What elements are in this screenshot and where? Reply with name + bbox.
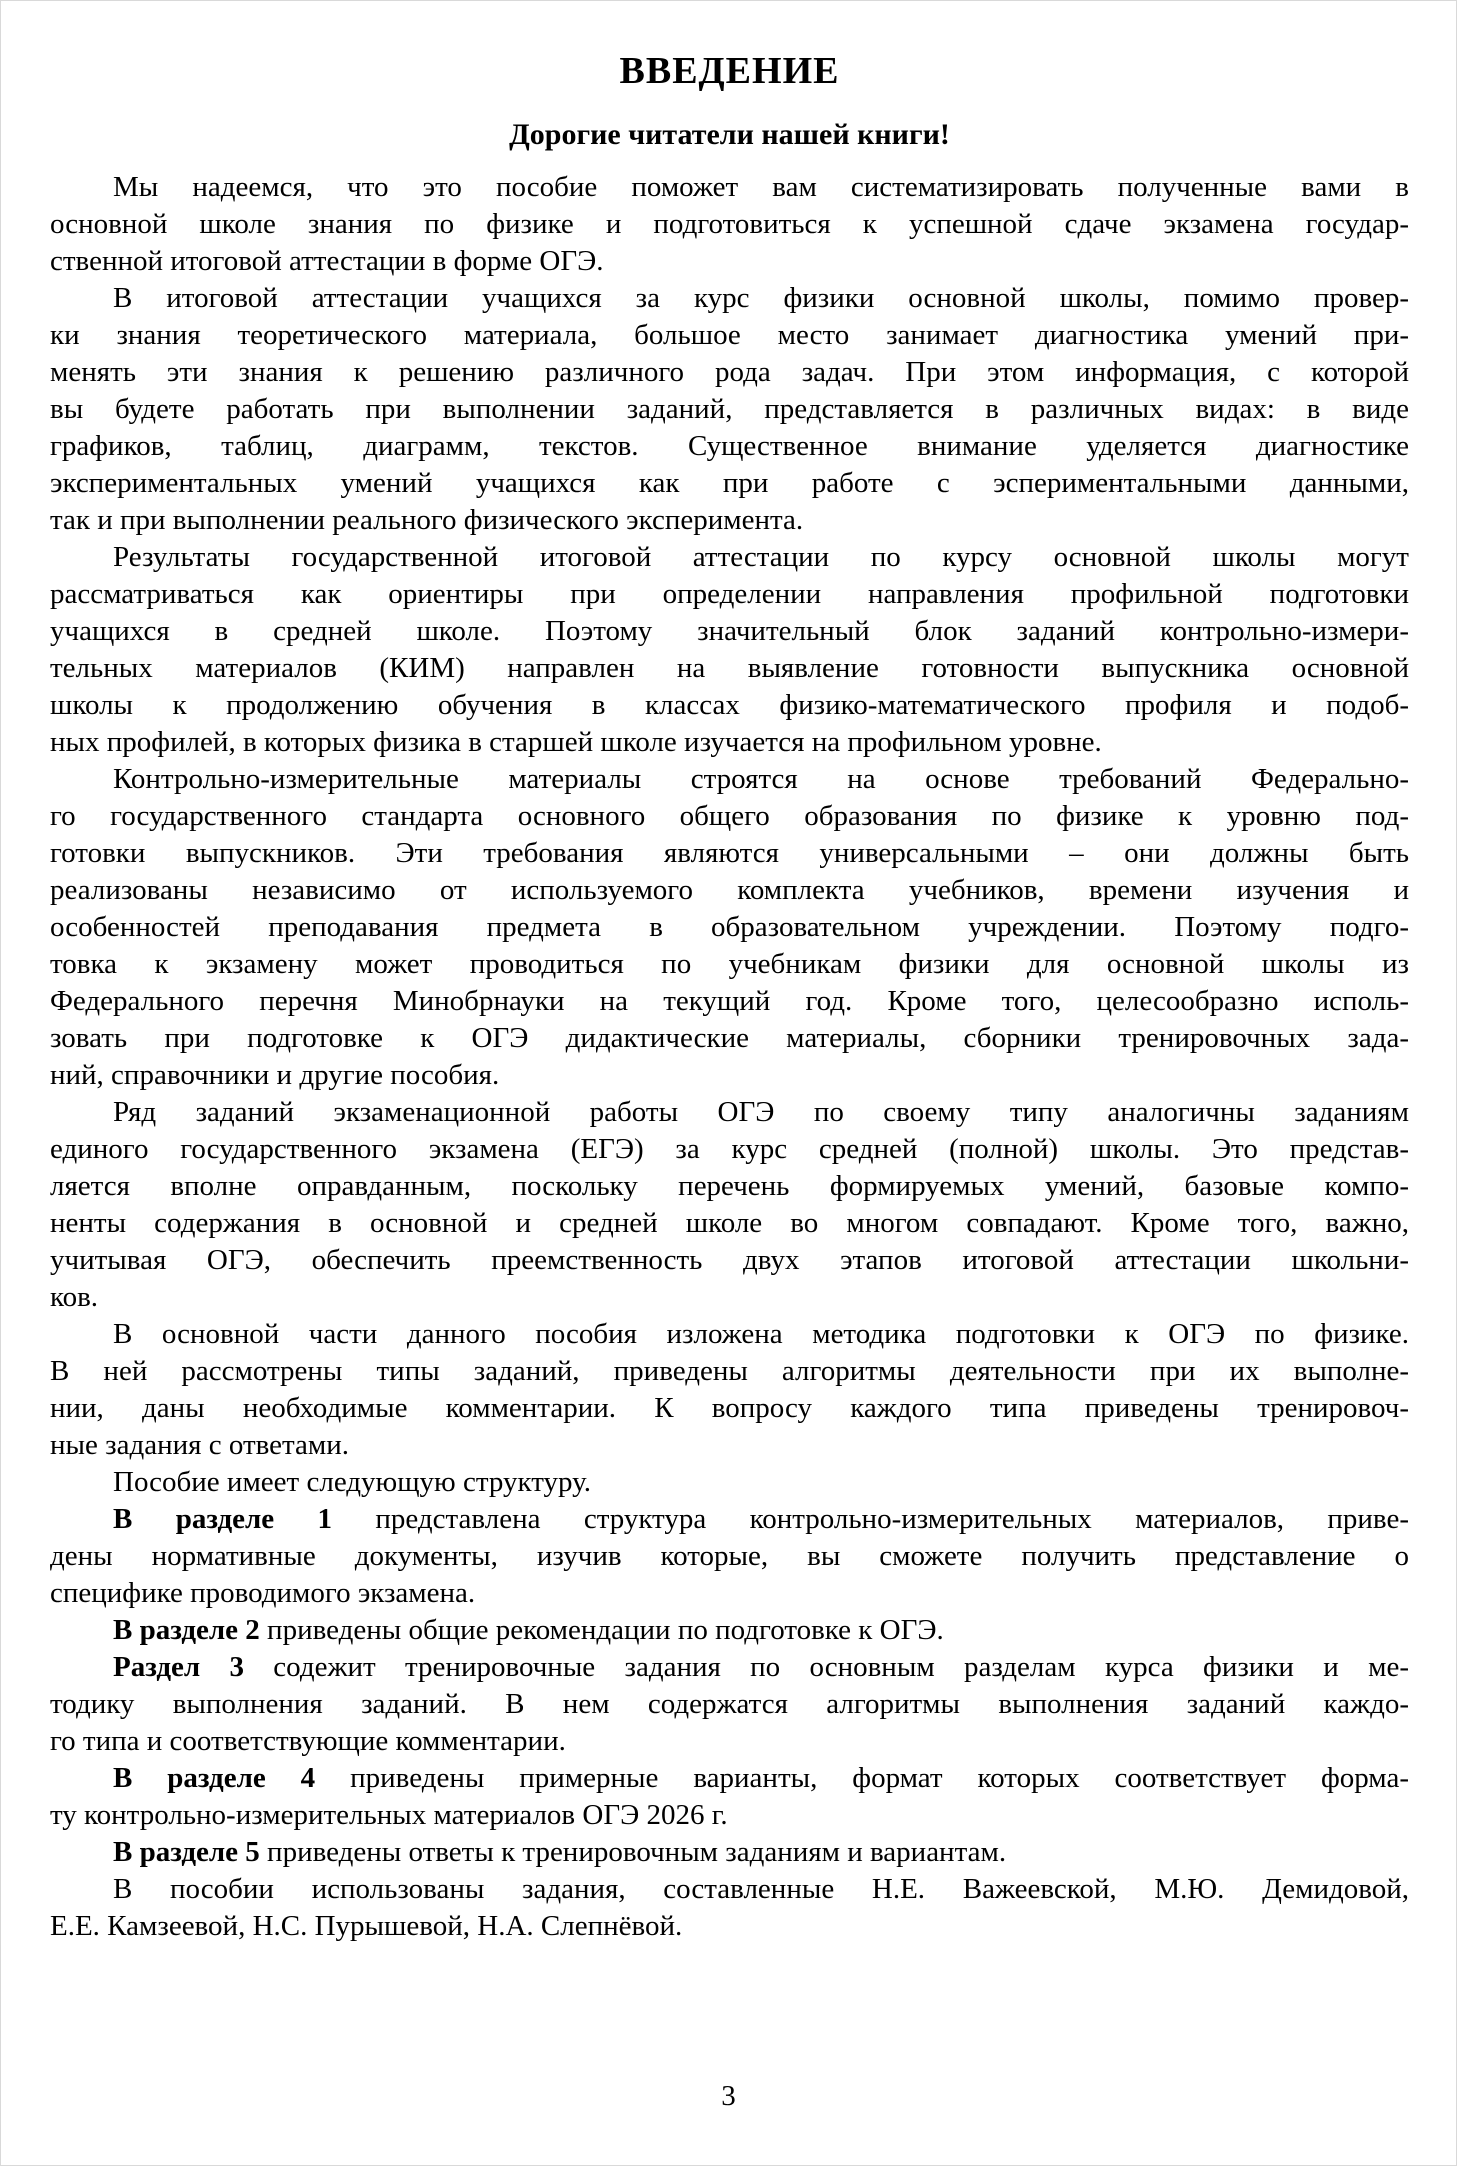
- text-line: дены нормативные документы, изучив которые, вы сможете получить представление о: [50, 1540, 1409, 1572]
- text-line: специфике проводимого экзамена.: [50, 1577, 476, 1609]
- text-line: Федерального перечня Минобрнауки на текущий год. Кроме того, целесообразно исполь-: [50, 985, 1409, 1017]
- text-line: готовки выпускников. Эти требования являются универсальными – они должны быть: [50, 837, 1409, 869]
- text-line: Результаты государственной итоговой аттестации по курсу основной школы могут: [113, 541, 1409, 573]
- text-line: тельных материалов (КИМ) направлен на выявление готовности выпускника основной: [50, 652, 1409, 684]
- text-line: единого государственного экзамена (ЕГЭ) за курс средней (полной) школы. Это представ-: [50, 1133, 1409, 1165]
- text-line: графиков, таблиц, диаграмм, текстов. Существенное внимание уделяется диагностике: [50, 430, 1409, 462]
- text-line: В разделе 4 приведены примерные варианты, формат которых соответствует форма-: [113, 1762, 1409, 1794]
- bold-lead-in: В разделе 1: [113, 1503, 333, 1535]
- text-line: В пособии использованы задания, составленные Н.Е. Важеевской, М.Ю. Демидовой,: [113, 1873, 1409, 1905]
- text-line: ных профилей, в которых физика в старшей школе изучается на профильном уровне.: [50, 726, 1102, 758]
- text-line: экспериментальных умений учащихся как при работе с эспериментальными данными,: [50, 467, 1409, 499]
- paragraph: [50, 1871, 1409, 1945]
- greeting-heading: Дорогие читатели нашей книги!: [509, 118, 950, 151]
- text-line: ственной итоговой аттестации в форме ОГЭ.: [50, 245, 604, 277]
- paragraph: [50, 1649, 1409, 1760]
- paragraph: [50, 539, 1409, 761]
- text-line: школы к продолжению обучения в классах физико-математического профиля и подоб-: [50, 689, 1409, 721]
- text-line: особенностей преподавания предмета в образовательном учреждении. Поэтому подго-: [50, 911, 1409, 943]
- paragraph: [50, 1834, 1409, 1871]
- page-number: 3: [721, 2080, 736, 2112]
- text-line: го типа и соответствующие комментарии.: [50, 1725, 566, 1757]
- text-line: основной школе знания по физике и подготовиться к успешной сдаче экзамена государ-: [50, 208, 1409, 240]
- text-line: В разделе 2 приведены общие рекомендации по подготовке к ОГЭ.: [113, 1614, 944, 1646]
- bold-lead-in: В разделе 5: [113, 1836, 260, 1868]
- paragraph: [50, 761, 1409, 1094]
- text-line: зовать при подготовке к ОГЭ дидактические материалы, сборники тренировочных зада-: [50, 1022, 1409, 1054]
- page-title: ВВЕДЕНИЕ: [619, 50, 840, 92]
- text-line: ту контрольно-измерительных материалов ОГЭ 2026 г.: [50, 1799, 728, 1831]
- text-line: В разделе 1 представлена структура контрольно-измерительных материалов, приве-: [113, 1503, 1409, 1535]
- text-line: так и при выполнении реального физического эксперимента.: [50, 504, 804, 536]
- text-line: В разделе 5 приведены ответы к тренировочным заданиям и вариантам.: [113, 1836, 1007, 1868]
- text-line: ненты содержания в основной и средней школе во многом совпадают. Кроме того, важно,: [50, 1207, 1409, 1239]
- text-line: Мы надеемся, что это пособие поможет вам систематизировать полученные вами в: [113, 171, 1409, 203]
- text-line: товка к экзамену может проводиться по учебникам физики для основной школы из: [50, 948, 1409, 980]
- text-line: менять эти знания к решению различного рода задач. При этом информация, с которой: [50, 356, 1409, 388]
- paragraph: [50, 280, 1409, 539]
- paragraph: [50, 1094, 1409, 1316]
- text-line: ляется вполне оправданным, поскольку перечень формируемых умений, базовые компо-: [50, 1170, 1409, 1202]
- text-line: вы будете работать при выполнении заданий, представляется в различных видах: в виде: [50, 393, 1409, 425]
- bold-lead-in: В разделе 2: [113, 1614, 260, 1646]
- text-line: рассматриваться как ориентиры при определении направления профильной подготовки: [50, 578, 1409, 610]
- text-line: В итоговой аттестации учащихся за курс физики основной школы, помимо провер-: [113, 282, 1409, 314]
- text-line: Раздел 3 содежит тренировочные задания по основным разделам курса физики и ме-: [113, 1651, 1409, 1683]
- text-line: ков.: [50, 1281, 99, 1313]
- text-line: В основной части данного пособия изложена методика подготовки к ОГЭ по физике.: [113, 1318, 1409, 1350]
- text-line: нии, даны необходимые комментарии. К вопросу каждого типа приведены тренировоч-: [50, 1392, 1409, 1424]
- bold-lead-in: Раздел 3: [113, 1651, 244, 1683]
- paragraph: [50, 1501, 1409, 1612]
- paragraph: [50, 1316, 1409, 1464]
- text-line: ные задания с ответами.: [50, 1429, 350, 1461]
- bold-lead-in: В разделе 4: [113, 1762, 316, 1794]
- text-line: Е.Е. Камзеевой, Н.С. Пурышевой, Н.А. Слепнёвой.: [50, 1910, 683, 1942]
- text-line: ний, справочники и другие пособия.: [50, 1059, 500, 1091]
- text-line: тодику выполнения заданий. В нем содержатся алгоритмы выполнения заданий каждо-: [50, 1688, 1409, 1720]
- text-line: учитывая ОГЭ, обеспечить преемственность двух этапов итоговой аттестации школьни-: [50, 1244, 1409, 1276]
- text-line: реализованы независимо от используемого комплекта учебников, времени изучения и: [50, 874, 1409, 906]
- text-line: Пособие имеет следующую структуру.: [113, 1466, 591, 1498]
- text-line: Контрольно-измерительные материалы строятся на основе требований Федерально-: [113, 763, 1409, 795]
- text-line: В ней рассмотрены типы заданий, приведены алгоритмы деятельности при их выполне-: [50, 1355, 1409, 1387]
- body-text: [50, 169, 1409, 1945]
- paragraph: [50, 169, 1409, 280]
- text-line: го государственного стандарта основного общего образования по физике к уровню под-: [50, 800, 1409, 832]
- text-line: Ряд заданий экзаменационной работы ОГЭ по своему типу аналогичны заданиям: [113, 1096, 1409, 1128]
- paragraph: [50, 1464, 1409, 1501]
- paragraph: [50, 1760, 1409, 1834]
- text-line: ки знания теоретического материала, большое место занимает диагностика умений при-: [50, 319, 1409, 351]
- text-line: учащихся в средней школе. Поэтому значительный блок заданий контрольно-измери-: [50, 615, 1409, 647]
- paragraph: [50, 1612, 1409, 1649]
